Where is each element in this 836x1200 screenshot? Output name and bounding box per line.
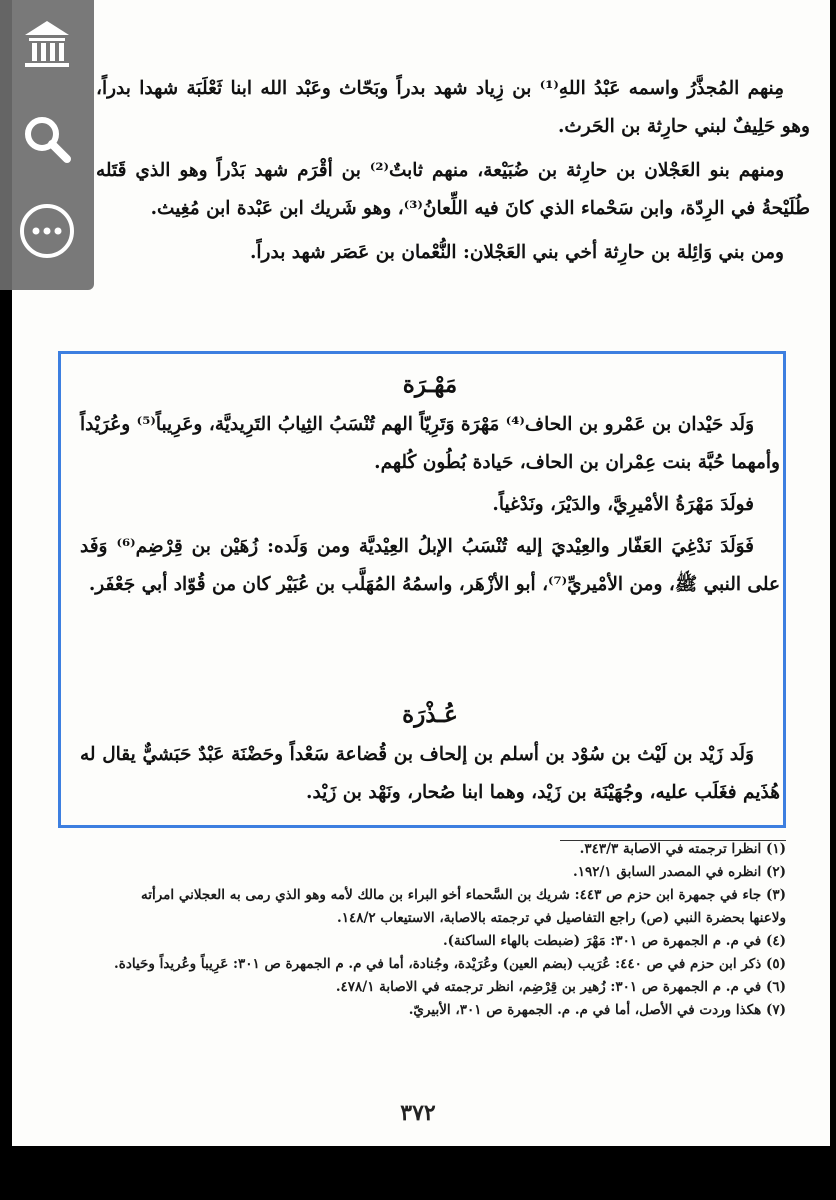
footnote: (٢) انظره في المصدر السابق ١٩٢/١. (572, 864, 786, 880)
paragraph: فولَدَ مَهْرَةُ الأمْيرِيَّ، والدَيْرَ، ونَدْغياً. (492, 494, 754, 515)
footnotes (110, 838, 786, 1022)
library-button[interactable] (12, 8, 82, 78)
more-icon (17, 201, 77, 261)
paragraph: ومنهم بنو العَجْلان بن حارِثة بن ضُبَيْعة، منهم ثابتٌ⁽²⁾ بن أقْرَم شهد بَدْراً وهو الذي قَتَله طُلَيْحةُ في الرِدّة، وابن سَحْماء الذي كانَ فيه اللِّعانُ⁽³⁾، وهو شَريك ابن عَبْدة ابن مُغِيث. (96, 160, 810, 219)
more-button[interactable] (12, 196, 82, 266)
section-mahra (80, 368, 780, 608)
side-toolbar (0, 0, 94, 290)
paragraph: فَوَلَدَ نَدْغِيَ العَفّار والعِيْديَ إليه تُنْسَبُ الإبلُ العِيْديَّة ومن وَلَده: زُهَيْن بن قِرْضِم⁽⁶⁾ وَفَد على النبي ﷺ، ومن الأمْيريِّ⁽⁷⁾، أبو الأزْهَر، واسمُهُ المُهَلَّب بن عُبَيْر كان من قُوّاد أبي جَعْفَر. (80, 536, 780, 595)
section-title: عُـذْرَة (402, 701, 458, 728)
bottom-bar (0, 1146, 836, 1200)
paragraph: وَلَد زَيْد بن لَيْث بن سُوْد بن أسلم بن إلحاف بن قُضاعة سَعْداً وحَضْنَة عَبْدٌ حَبَشيٌّ يقال له هُذَيم فغَلَب عليه، وجُهَيْنَة بن زَيْد، وهما ابنا صُحار، ونَهْد بن زَيْد. (80, 744, 780, 803)
main-text (96, 70, 810, 278)
library-icon (19, 15, 75, 71)
page-number: ٣٧٢ (400, 1100, 436, 1126)
section-udhra (80, 698, 780, 816)
section-title: مَهْـرَة (402, 371, 458, 398)
search-button[interactable] (12, 104, 82, 174)
paragraph: مِنهم المُجذَّرُ واسمه عَبْدُ اللهِ⁽¹⁾ بن زِياد شهد بدراً وبَحّاث وعَبْد الله ابنا ثَعْلَبَة شهدا بدراً، وهو حَلِيفٌ لبني حارِثة بن الحَرث. (96, 78, 810, 137)
footnote: (٣) جاء في جمهرة ابن حزم ص ٤٤٣: شريك بن السَّحماء أخو البراء بن مالك لأمه وهو الذي رمى به العجلاني امرأته ولاعنها بحضرة النبي (ص) راجع التفاصيل في ترجمته بالاصابة، الاستيعاب ١٤٨/٢. (140, 887, 786, 926)
footnote: (٥) ذكر ابن حزم في ص ٤٤٠: عُرَيب (بضم العين) وعُرَيْدة، وجُنادة، أما في م. م الجمهرة ص ٣٠١: عَرِيباً وعُريداً وحَيادة. (114, 956, 786, 972)
footnote: (٧) هكذا وردت في الأصل، أما في م. م. الجمهرة ص ٣٠١، الأبيريّ. (408, 1002, 786, 1018)
search-icon (19, 111, 75, 167)
paragraph: وَلَد حَيْدان بن عَمْرو بن الحاف⁽⁴⁾ مَهْرَة وَتَرِيّاً الهم تُنْسَبُ الثِيابُ التَرِيديَّة، وعَرِيباً⁽⁵⁾ وعُرَيْداً وأمهما حُبَّة بنت عِمْران بن الحاف، حَيادة بُطُون كُلهم. (80, 414, 780, 473)
footnote: (١) انظرا ترجمته في الاصابة ٣٤٣/٣. (579, 841, 786, 857)
footnote: (٤) في م. م الجمهرة ص ٣٠١: مَهْرَ (ضبطت بالهاء الساكنة). (442, 933, 786, 949)
paragraph: ومن بني وَائِلة بن حارِثة أخي بني العَجْلان: النُّعْمان بن عَصَر شهد بدراً. (249, 242, 784, 263)
footnote: (٦) في م. م الجمهرة ص ٣٠١: زُهير بن قِرْضِم، انظر ترجمته في الاصابة ٤٧٨/١. (335, 979, 786, 995)
